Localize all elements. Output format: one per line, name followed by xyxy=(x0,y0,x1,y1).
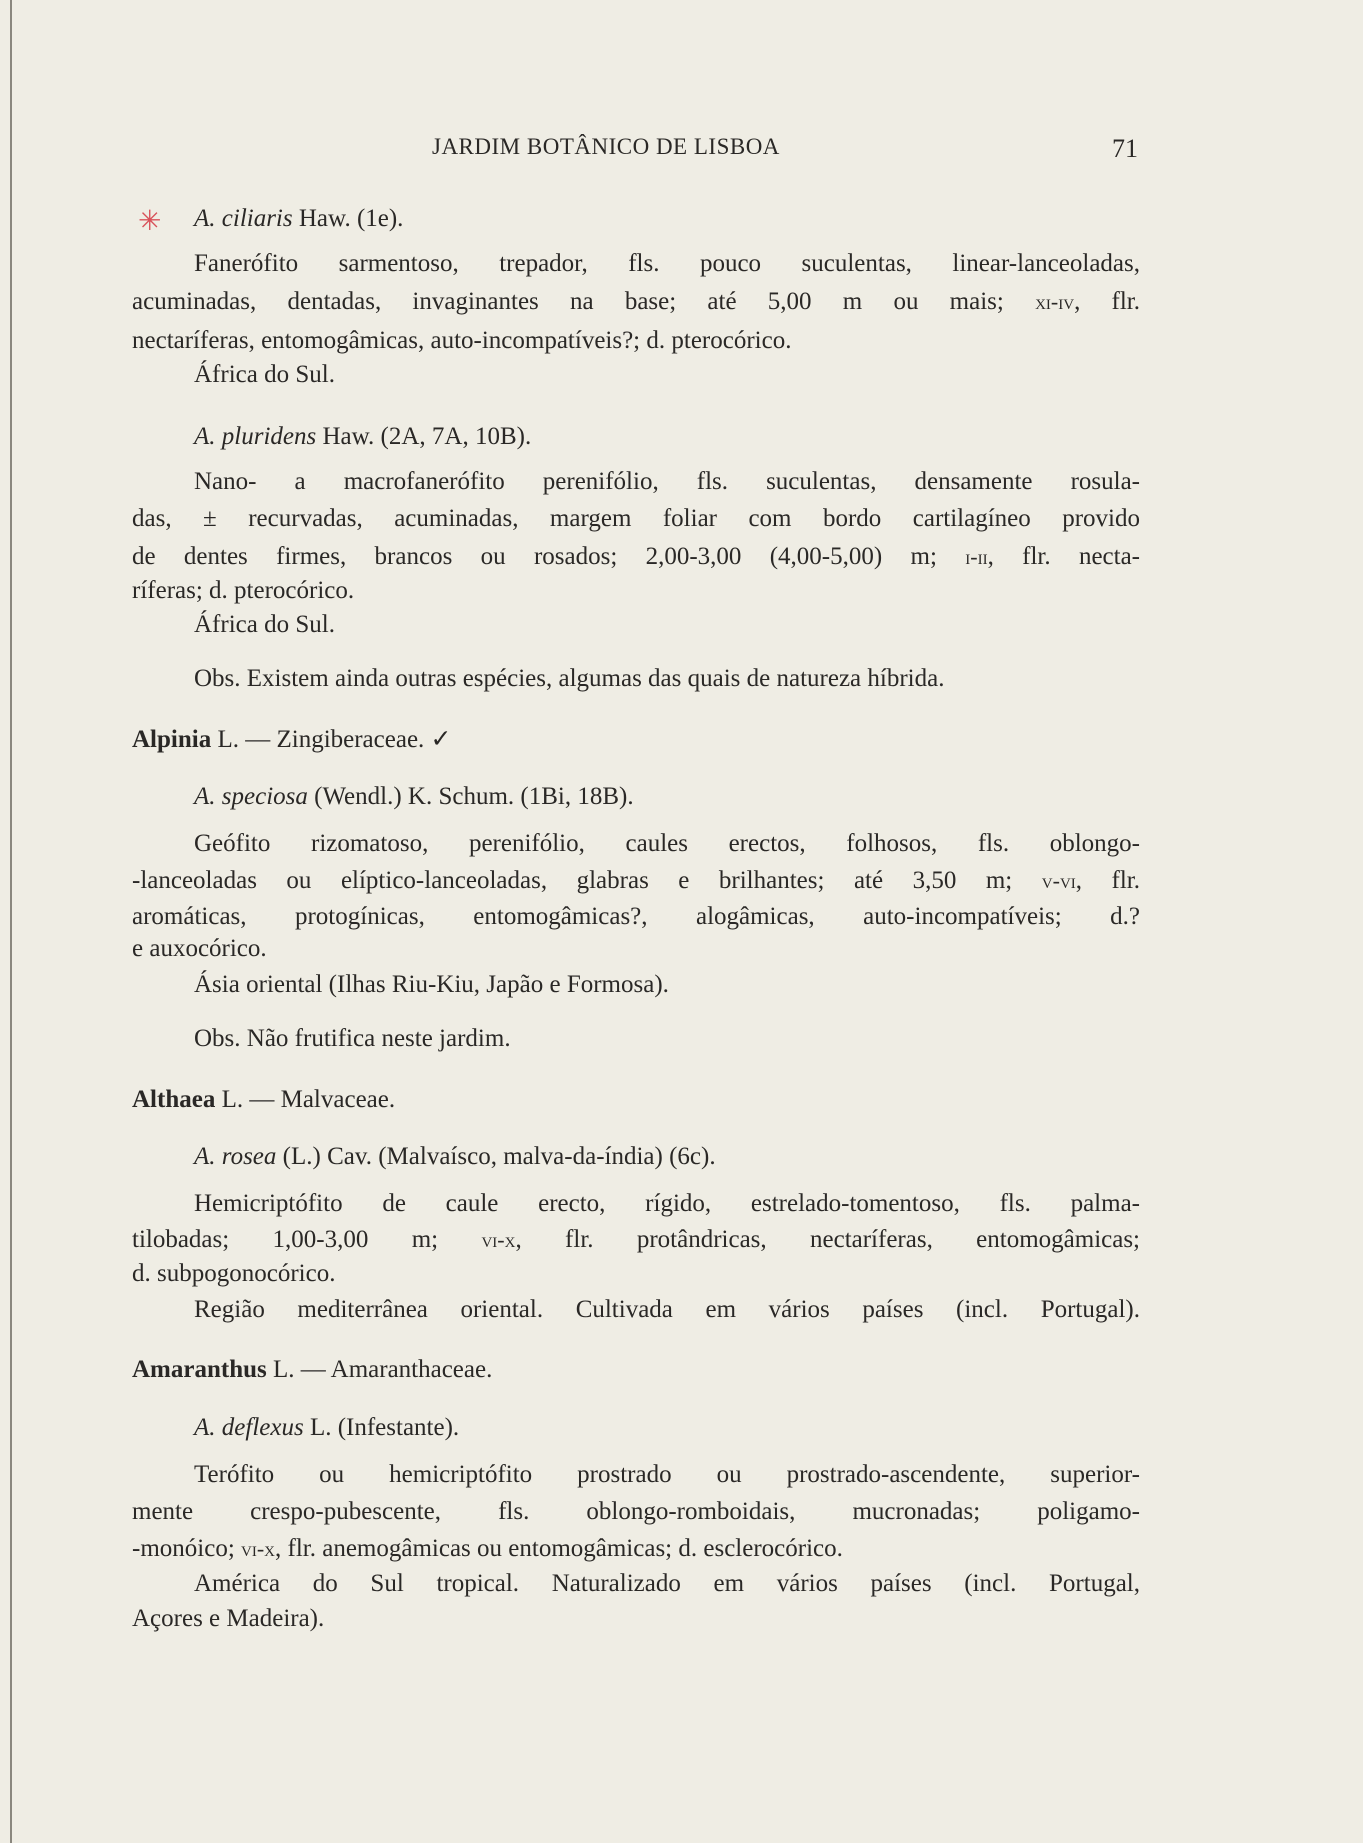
text: tilobadas; 1,00-3,00 m; xyxy=(132,1226,439,1253)
description-line xyxy=(132,866,1140,896)
genus-name: Amaranthus xyxy=(132,1356,267,1383)
description-line: Hemicriptófito de caule erecto, rígido, estrelado-tomentoso, fls. palma- xyxy=(194,1190,1140,1217)
genus-family: L. — Zingiberaceae. ✓ xyxy=(211,726,452,753)
description-line xyxy=(132,287,1140,317)
description-line xyxy=(132,542,1140,572)
page-edge xyxy=(10,0,12,1843)
genus-family: L. — Amaranthaceae. xyxy=(266,1356,493,1383)
species-heading xyxy=(194,1142,716,1172)
description-line: mente crespo-pubescente, fls. oblongo-romboidais, mucronadas; poligamo- xyxy=(132,1498,1140,1525)
observation: Obs. Existem ainda outras espécies, algumas das quais de natureza híbrida. xyxy=(194,665,945,692)
distribution: Ásia oriental (Ilhas Riu-Kiu, Japão e Formosa). xyxy=(194,971,669,998)
distribution: Açores e Madeira). xyxy=(132,1605,325,1632)
description-line: nectaríferas, entomogâmicas, auto-incompatíveis?; d. pterocórico. xyxy=(132,327,792,354)
running-header: JARDIM BOTÂNICO DE LISBOA xyxy=(432,134,780,159)
text: , flr. xyxy=(1074,288,1141,315)
description-line: d. subpogonocórico. xyxy=(132,1260,336,1287)
species-authority: L. (Infestante). xyxy=(303,1414,460,1441)
species-heading xyxy=(194,422,531,452)
genus-heading xyxy=(132,725,452,755)
description-line: das, ± recurvadas, acuminadas, margem foliar com bordo cartilagíneo provido xyxy=(132,505,1140,532)
description-line: Geófito rizomatoso, perenifólio, caules erectos, folhosos, fls. oblongo- xyxy=(194,830,1140,857)
description-line: Nano- a macrofanerófito perenifólio, fls. suculentas, densamente rosula- xyxy=(194,468,1140,495)
distribution: América do Sul tropical. Naturalizado em vários países (incl. Portugal, xyxy=(194,1570,1140,1597)
species-authority: (Wendl.) K. Schum. (1Bi, 18B). xyxy=(307,783,634,810)
red-asterisk-mark: ✳ xyxy=(138,206,162,237)
description-line: Fanerófito sarmentoso, trepador, fls. pouco suculentas, linear-lanceoladas, xyxy=(194,250,1140,277)
species-name: A. ciliaris xyxy=(194,205,293,232)
description-line: ríferas; d. pterocórico. xyxy=(132,577,355,604)
species-heading xyxy=(194,782,634,812)
genus-heading xyxy=(132,1355,492,1385)
observation: Obs. Não frutifica neste jardim. xyxy=(194,1025,511,1052)
text: -monóico; xyxy=(132,1535,235,1562)
species-name: A. pluridens xyxy=(194,423,317,450)
months: vi-x xyxy=(481,1227,516,1252)
page-number: 71 xyxy=(1112,134,1138,163)
species-name: A. deflexus xyxy=(194,1414,304,1441)
species-name: A. speciosa xyxy=(194,783,308,810)
text: -lanceoladas ou elíptico-lanceoladas, glabras e brilhantes; até 3,50 m; xyxy=(132,867,1013,894)
genus-family: L. — Malvaceae. xyxy=(215,1086,396,1113)
description-line xyxy=(132,1534,843,1564)
species-authority: (L.) Cav. (Malvaísco, malva-da-índia) (6c). xyxy=(276,1143,716,1170)
distribution: África do Sul. xyxy=(194,361,335,388)
description-line: e auxocórico. xyxy=(132,935,267,962)
species-heading xyxy=(194,204,403,234)
text: , flr. protândricas, nectaríferas, entomogâmicas; xyxy=(515,1226,1141,1253)
months: i-ii xyxy=(965,544,988,569)
text: acuminadas, dentadas, invaginantes na base; até 5,00 m ou mais; xyxy=(132,288,1004,315)
genus-name: Alpinia xyxy=(132,726,212,753)
description-line xyxy=(132,1225,1140,1255)
species-authority: Haw. (2A, 7A, 10B). xyxy=(316,423,532,450)
text: , flr. anemogâmicas ou entomogâmicas; d. esclerocórico. xyxy=(275,1535,843,1562)
distribution: Região mediterrânea oriental. Cultivada em vários países (incl. Portugal). xyxy=(194,1296,1140,1323)
distribution: África do Sul. xyxy=(194,611,335,638)
text: , flr. xyxy=(1075,867,1141,894)
genus-name: Althaea xyxy=(132,1086,216,1113)
species-name: A. rosea xyxy=(194,1143,277,1170)
months: xi-iv xyxy=(1035,289,1075,314)
text: de dentes firmes, brancos ou rosados; 2,00-3,00 (4,00-5,00) m; xyxy=(132,543,937,570)
species-authority: Haw. (1e). xyxy=(292,205,404,232)
months: vi-x xyxy=(241,1536,276,1561)
genus-heading xyxy=(132,1085,395,1115)
species-heading xyxy=(194,1413,459,1443)
months: v-vi xyxy=(1041,868,1076,893)
text: , flr. necta- xyxy=(987,543,1140,570)
description-line: Terófito ou hemicriptófito prostrado ou prostrado-ascendente, superior- xyxy=(194,1461,1140,1488)
description-line: aromáticas, protogínicas, entomogâmicas?, alogâmicas, auto-incompatíveis; d.? xyxy=(132,903,1140,930)
